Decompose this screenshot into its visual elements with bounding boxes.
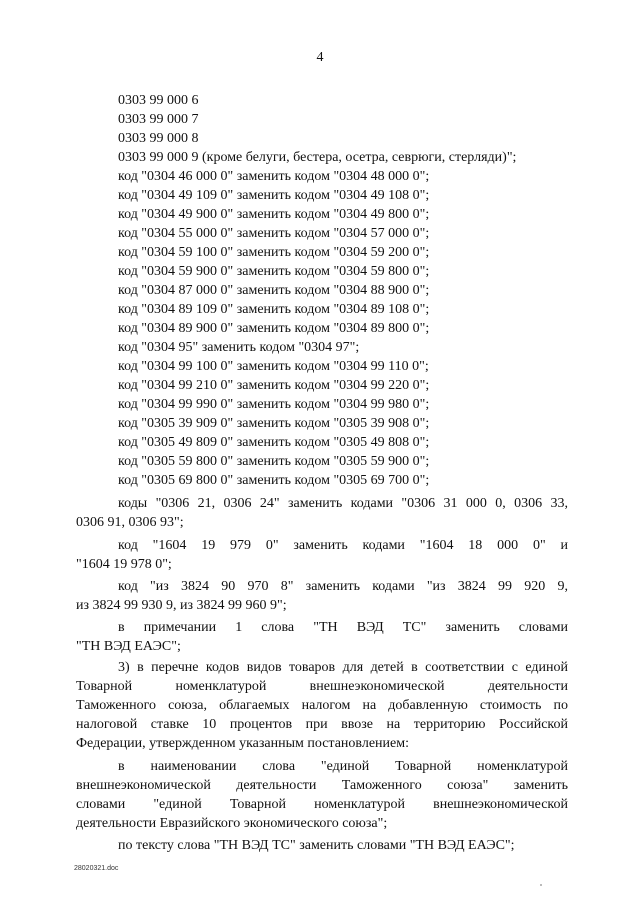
paragraph-line: коды "0306 21, 0306 24" заменить кодами "0306 31 000 0, 0306 33, [118,496,568,511]
text-line: код "0304 99 100 0" заменить кодом "0304 99 110 0"; [118,359,429,374]
paragraph-line: в примечании 1 слова "ТН ВЭД ТС" заменить словами [118,620,568,635]
paragraph-line: словами "единой Товарной номенклатурой внешнеэкономической [76,797,568,812]
paragraph-line: 0306 91, 0306 93"; [76,515,184,530]
scan-dot [540,884,542,886]
paragraph-line: Таможенного союза, облагаемых налогом на добавленную стоимость по [76,698,568,713]
text-line: код "0304 59 900 0" заменить кодом "0304 59 800 0"; [118,264,430,279]
paragraph-line: "1604 19 978 0"; [76,557,172,572]
paragraph-line: Федерации, утвержденном указанным постановлением: [76,736,409,751]
text-line: код "0304 99 210 0" заменить кодом "0304 99 220 0"; [118,378,430,393]
text-line: код "0304 59 100 0" заменить кодом "0304 59 200 0"; [118,245,430,260]
page-number: 4 [316,50,324,65]
text-line: код "0304 89 109 0" заменить кодом "0304 89 108 0"; [118,302,430,317]
footer-filename: 28020321.doc [74,865,119,872]
text-line: код "0305 49 809 0" заменить кодом "0305 49 808 0"; [118,435,430,450]
paragraph-line: Товарной номенклатурой внешнеэкономической деятельности [76,679,568,694]
paragraph-line: внешнеэкономической деятельности Таможенного союза" заменить [76,778,568,793]
paragraph-line: в наименовании слова "единой Товарной номенклатурой [118,759,568,774]
paragraph-line: код "из 3824 90 970 8" заменить кодами "из 3824 99 920 9, [118,579,568,594]
text-line: 0303 99 000 7 [118,112,199,127]
text-line: 0303 99 000 8 [118,131,199,146]
paragraph-line: деятельности Евразийского экономического союза"; [76,816,388,831]
paragraph-line: "ТН ВЭД ЕАЭС"; [76,639,181,654]
text-line: код "0304 49 109 0" заменить кодом "0304 49 108 0"; [118,188,430,203]
text-line: 0303 99 000 9 (кроме белуги, бестера, осетра, севрюги, стерляди)"; [118,150,517,165]
text-line: 0303 99 000 6 [118,93,199,108]
paragraph-line: налоговой ставке 10 процентов при ввозе на территорию Российской [76,717,568,732]
text-line: код "0304 99 990 0" заменить кодом "0304 99 980 0"; [118,397,430,412]
text-line: код "0305 39 909 0" заменить кодом "0305 39 908 0"; [118,416,430,431]
paragraph-line: из 3824 99 930 9, из 3824 99 960 9"; [76,598,287,613]
text-line: код "0304 95" заменить кодом "0304 97"; [118,340,360,355]
paragraph-line: 3) в перечне кодов видов товаров для детей в соответствии с единой [118,660,568,675]
text-line: код "0304 89 900 0" заменить кодом "0304 89 800 0"; [118,321,430,336]
text-line: код "0305 59 800 0" заменить кодом "0305 59 900 0"; [118,454,430,469]
text-line: код "0304 46 000 0" заменить кодом "0304 48 000 0"; [118,169,430,184]
text-line: код "0305 69 800 0" заменить кодом "0305 69 700 0"; [118,473,430,488]
paragraph-line: код "1604 19 979 0" заменить кодами "1604 18 000 0" и [118,538,568,553]
paragraph-line: по тексту слова "ТН ВЭД ТС" заменить словами "ТН ВЭД ЕАЭС"; [118,838,515,853]
text-line: код "0304 55 000 0" заменить кодом "0304 57 000 0"; [118,226,430,241]
text-line: код "0304 87 000 0" заменить кодом "0304 88 900 0"; [118,283,430,298]
text-line: код "0304 49 900 0" заменить кодом "0304 49 800 0"; [118,207,430,222]
